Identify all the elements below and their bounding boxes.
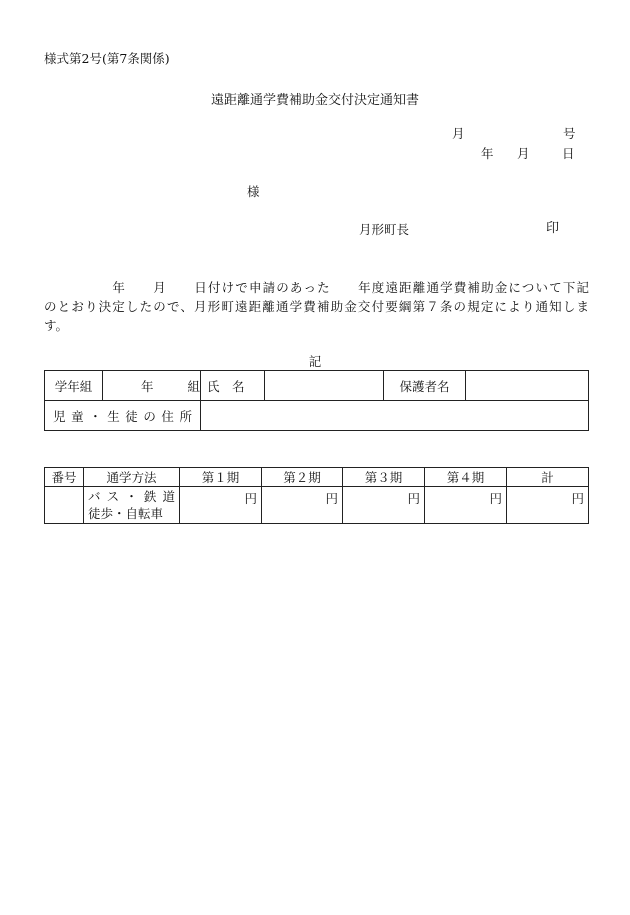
total-amount[interactable]: 円: [507, 487, 589, 524]
period-4-amount[interactable]: 円: [425, 487, 507, 524]
period-1-amount[interactable]: 円: [180, 487, 262, 524]
address-field[interactable]: [201, 401, 589, 431]
number-month-label: 月: [452, 126, 465, 141]
transport-cost-table: [44, 467, 589, 524]
form-number: 様式第2号(第7条関係): [44, 51, 170, 66]
header-number: 番号: [45, 468, 84, 487]
method-cell[interactable]: [84, 487, 180, 524]
header-period-1: 第１期: [180, 468, 262, 487]
seal-mark: 印: [546, 221, 560, 236]
method-walk-bicycle: 徒歩・自転車: [88, 506, 164, 521]
table-row: [45, 487, 589, 524]
header-period-3: 第３期: [343, 468, 425, 487]
notice-body-line: のとおり決定したので、月形町遠距離通学費補助金交付要綱第７条の規定により通知しま: [44, 299, 589, 314]
grade-year-label: 年: [141, 378, 154, 394]
grade-class-label: 学年組: [45, 371, 103, 401]
period-2-amount[interactable]: 円: [262, 487, 343, 524]
notice-body-line: す。: [44, 318, 69, 333]
guardian-name-label: 保護者名: [384, 371, 466, 401]
address-label: 児童・生徒の住所: [45, 401, 201, 431]
header-period-2: 第２期: [262, 468, 343, 487]
date-year-label: 年: [481, 146, 494, 161]
name-field[interactable]: [265, 371, 384, 401]
date-day-label: 日: [562, 146, 575, 161]
grade-class-field[interactable]: [103, 371, 201, 401]
number-cell[interactable]: [45, 487, 84, 524]
guardian-name-field[interactable]: [466, 371, 589, 401]
method-bus-rail: バス・鉄道: [88, 489, 175, 504]
number-go-label: 号: [563, 126, 576, 141]
header-period-4: 第４期: [425, 468, 507, 487]
issuer-name: 月形町長: [359, 222, 410, 237]
header-method: 通学方法: [84, 468, 180, 487]
document-title: 遠距離通学費補助金交付決定通知書: [210, 93, 419, 108]
name-label: 氏 名: [201, 371, 265, 401]
student-info-table: [44, 370, 589, 431]
notice-body: [44, 278, 589, 335]
ki-heading: 記: [308, 354, 322, 369]
header-total: 計: [507, 468, 589, 487]
addressee-suffix: 様: [247, 184, 260, 199]
notice-body-line: 年 月 日付けで申請のあった 年度遠距離通学費補助金について下記: [44, 280, 589, 295]
date-month-label: 月: [517, 146, 530, 161]
grade-class-suffix: 組: [187, 378, 201, 394]
period-3-amount[interactable]: 円: [343, 487, 425, 524]
